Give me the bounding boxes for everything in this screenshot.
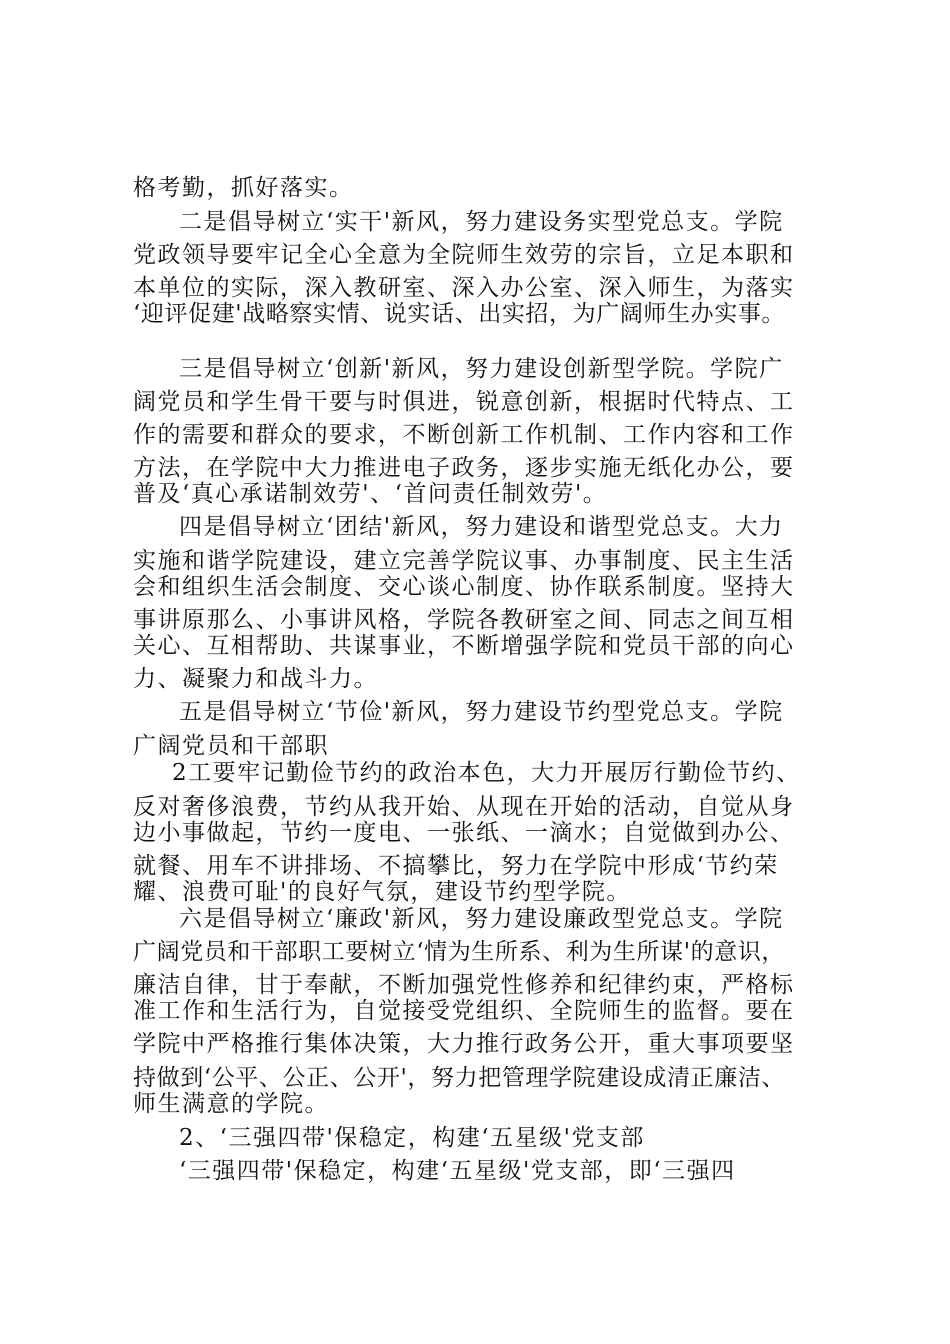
text-line: 党政领导要牢记全心全意为全院师生效劳的宗旨，立足本职和 [133, 242, 795, 268]
text-line: 二是倡导树立‘实干'新风，努力建设务实型党总支。学院 [179, 209, 784, 235]
text-line: 格考勤，抓好落实。 [133, 175, 354, 201]
text-line: 学院中严格推行集体决策，大力推行政务公开，重大事项要坚 [133, 1031, 795, 1057]
text-line: 五是倡导树立‘节俭'新风，努力建设节约型党总支。学院 [179, 699, 784, 725]
text-line: 耀、浪费可耻'的良好气氛，建设节约型学院。 [133, 879, 631, 905]
text-line: 反对奢侈浪费，节约从我开始、从现在开始的活动，自觉从身 [133, 794, 795, 820]
text-line: 四是倡导树立‘团结'新风，努力建设和谐型党总支。大力 [179, 514, 784, 540]
text-line: 2工要牢记勤俭节约的政治本色，大力开展厉行勤俭节约、 [172, 760, 801, 786]
text-line: 师生满意的学院。 [133, 1091, 329, 1117]
text-line: 六是倡导树立‘廉政'新风，努力建设廉政型党总支。学院 [179, 906, 784, 932]
text-line: 普及‘真心承诺制效劳'、‘首问责任制效劳'。 [133, 481, 608, 507]
text-line: 事讲原那么、小事讲风格，学院各教研室之间、同志之间互相 [133, 607, 795, 633]
text-line: 关心、互相帮助、共谋事业，不断增强学院和党员干部的向心 [133, 633, 795, 659]
text-line: 边小事做起，节约一度电、一张纸、一滴水；自觉做到办公、 [133, 820, 795, 846]
text-line: 会和组织生活会制度、交心谈心制度、协作联系制度。坚持大 [133, 574, 795, 600]
text-line: 三是倡导树立‘创新'新风，努力建设创新型学院。学院广 [179, 356, 784, 382]
section-heading: 2、‘三强四带'保稳定，构建‘五星级'党支部 [179, 1125, 645, 1151]
text-line: 广阔党员和干部职 [133, 733, 329, 759]
text-line: ‘三强四带'保稳定，构建‘五星级'党支部，即‘三强四 [179, 1158, 736, 1184]
text-line: 准工作和生活行为，自觉接受党组织、全院师生的监督。要在 [133, 998, 795, 1024]
text-line: 就餐、用车不讲排场、不搞攀比，努力在学院中形成‘节约荣 [133, 853, 779, 879]
text-line: 阔党员和学生骨干要与时俱进，锐意创新，根据时代特点、工 [133, 389, 795, 415]
text-line: ‘迎评促建'战略察实情、说实话、出实招，为广阔师生办实事。 [133, 301, 786, 327]
text-line: 广阔党员和干部职工要树立‘情为生所系、利为生所谋'的意识， [133, 939, 786, 965]
text-line: 持做到‘公平、公正、公开'，努力把管理学院建设成清正廉洁、 [133, 1065, 786, 1091]
text-line: 廉洁自律，甘于奉献，不断加强党性修养和纪律约束，严格标 [133, 972, 795, 998]
text-line: 方法，在学院中大力推进电子政务，逐步实施无纸化办公，要 [133, 455, 795, 481]
text-line: 实施和谐学院建设，建立完善学院议事、办事制度、民主生活 [133, 548, 795, 574]
text-line: 力、凝聚力和战斗力。 [133, 666, 378, 692]
text-line: 作的需要和群众的要求，不断创新工作机制、工作内容和工作 [133, 422, 795, 448]
text-line: 本单位的实际，深入教研室、深入办公室、深入师生，为落实 [133, 275, 795, 301]
